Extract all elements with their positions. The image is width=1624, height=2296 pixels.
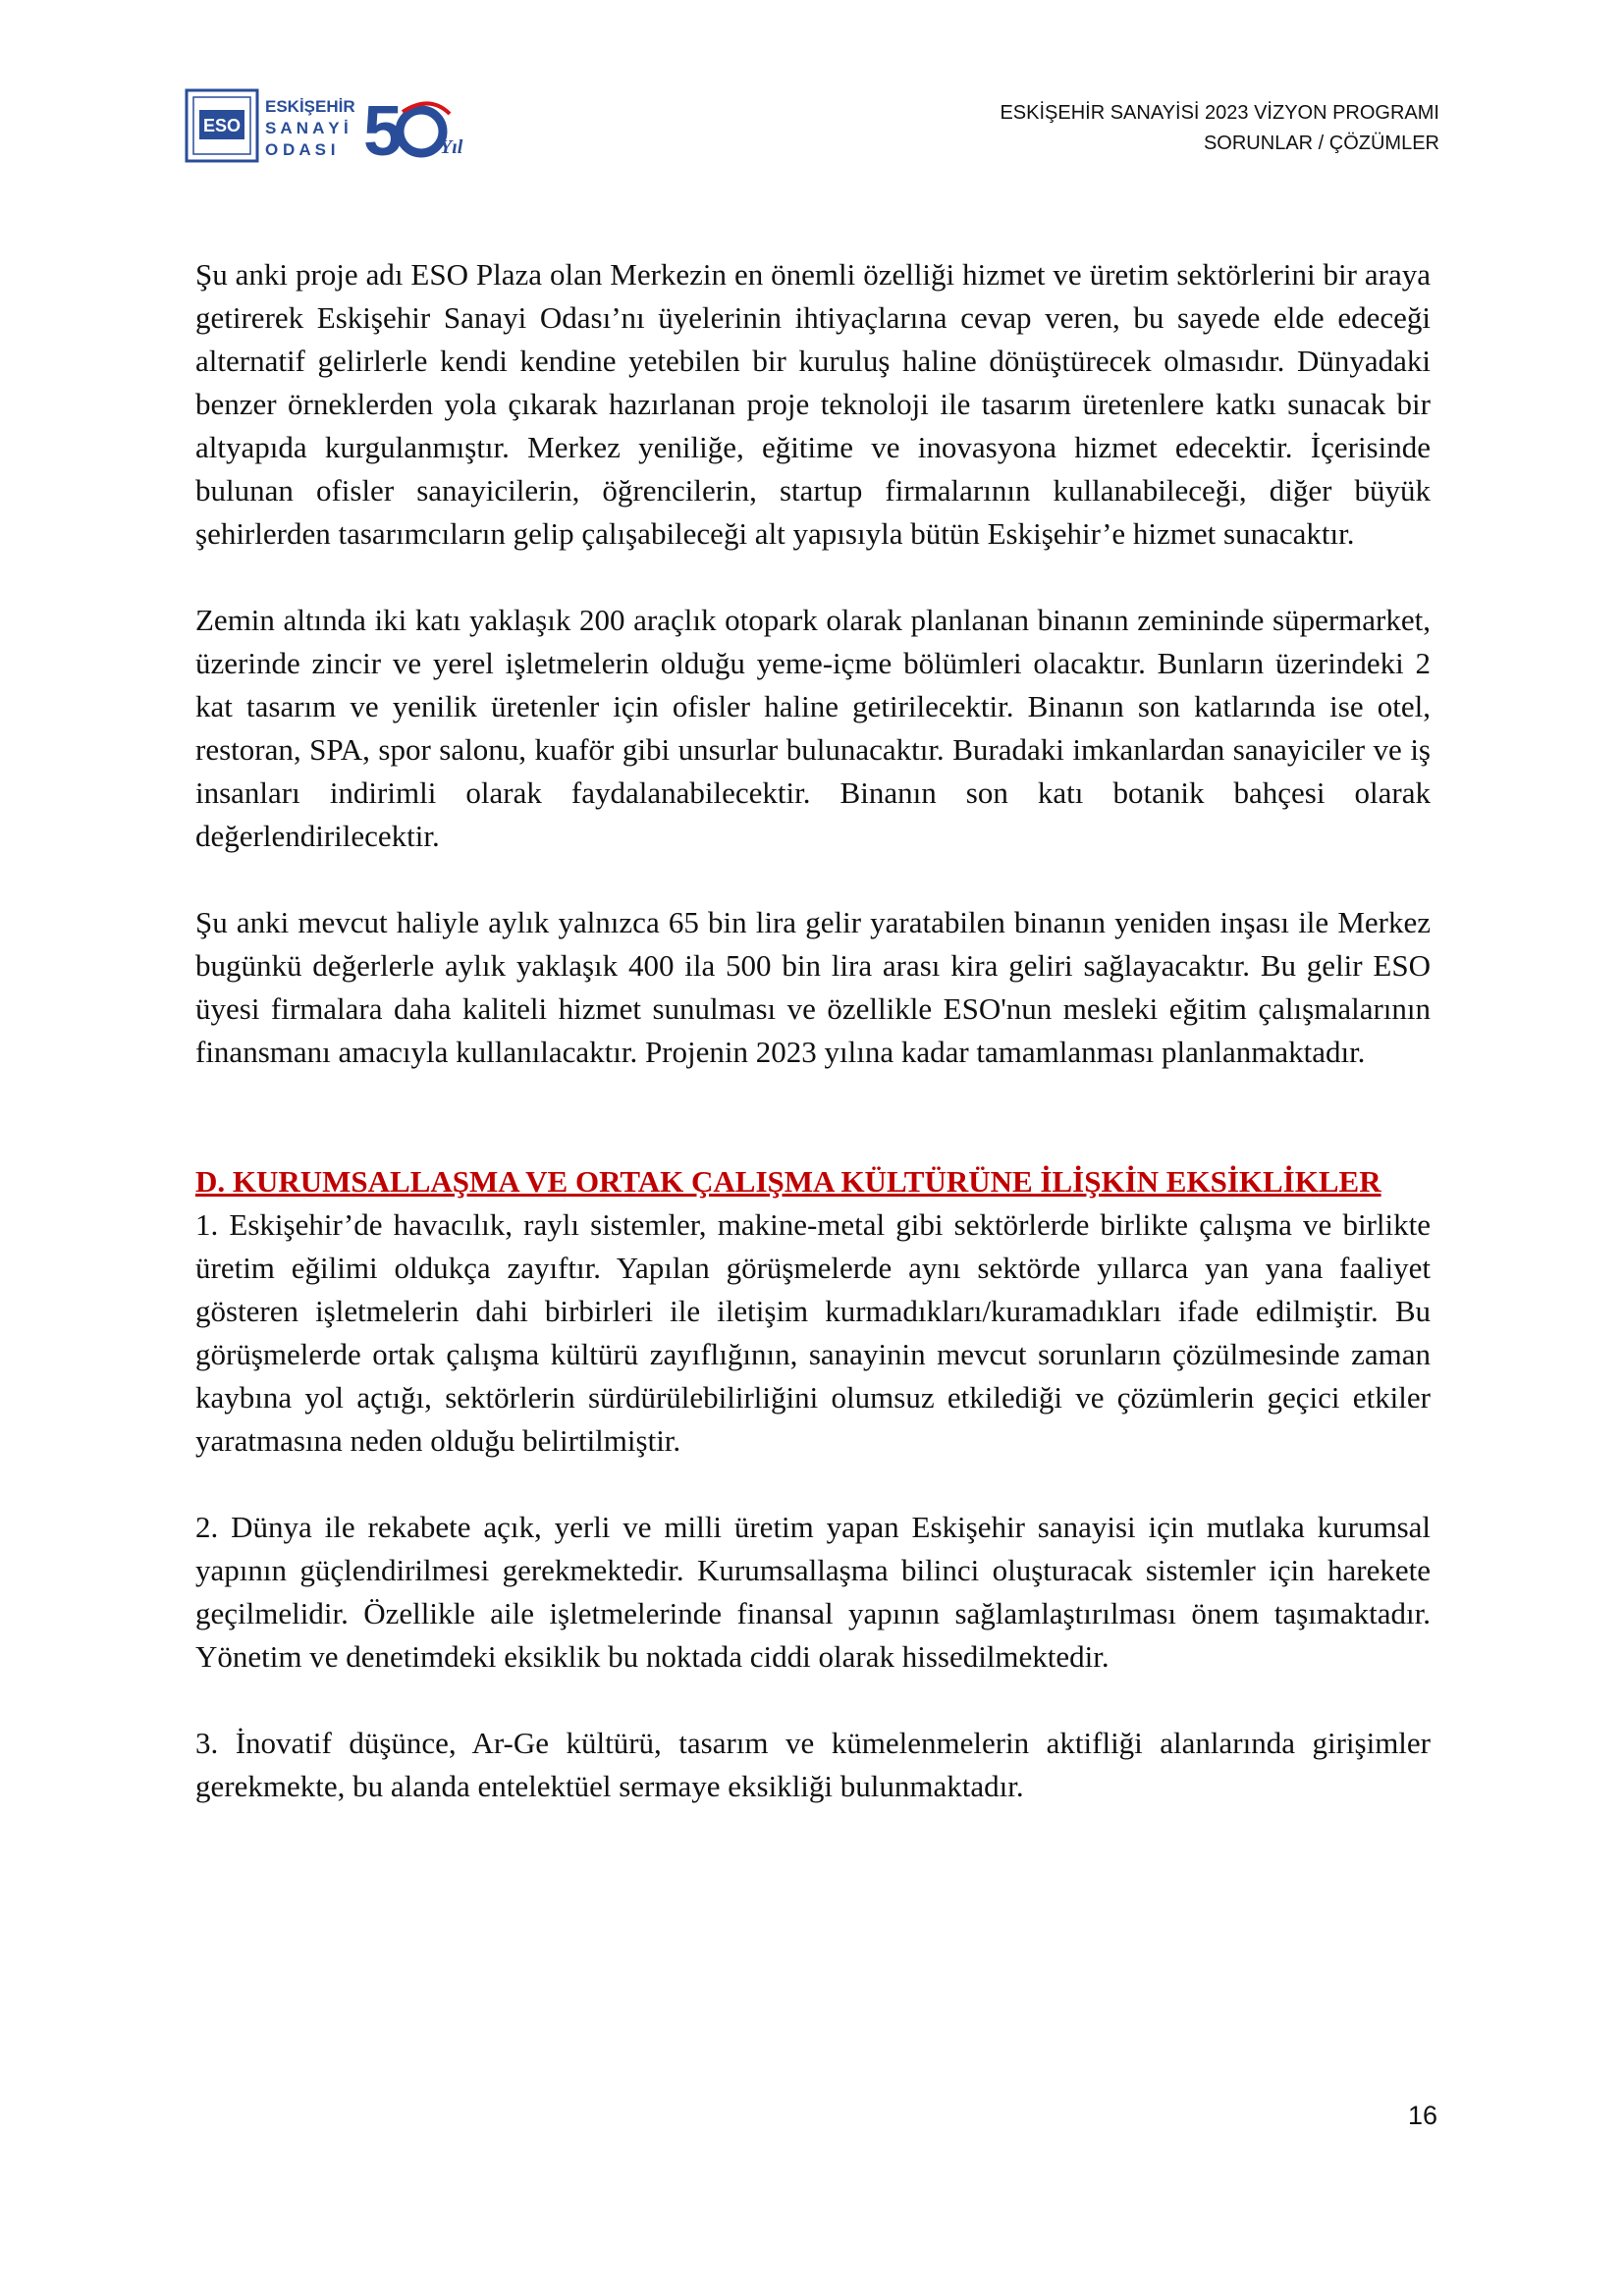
running-header-line2: SORUNLAR / ÇÖZÜMLER <box>1203 133 1439 154</box>
section-item: 1. Eskişehir’de havacılık, raylı sistemler, makine-metal gibi sektörlerde birlikte çalışma ve birlikte üretim eğilimi oldukça zayıftır. Yapılan görüşmelerde aynı sektörde yıllarca yan yana faaliyet gösteren işletmelerin dahi birbirleri ile iletişim kurmadıkları/kuramadıkları ifade edilmiştir. Bu görüşmelerde ortak çalışma kültürü zayıflığının, sanayinin mevcut sorunların çözülmesinde zaman kaybına yol açtığı, sektörlerin sürdürülebilirliğini olumsuz etkilediği ve çözümlerin geçici etkiler yaratmasına neden olduğu belirtilmiştir. <box>195 1207 1431 1458</box>
page-number: 16 <box>1407 2101 1437 2130</box>
body-paragraph: Şu anki proje adı ESO Plaza olan Merkezin en önemli özelliği hizmet ve üretim sektörlerini bir araya getirerek Eskişehir Sanayi Odası’nı üyelerinin ihtiyaçlarına cevap veren, bu sayede elde edeceği alternatif gelirlerle kendi kendine yetebilen bir kuruluş haline dönüştürecek olmasıdır. Dünyadaki benzer örneklerden yola çıkarak hazırlanan proje teknoloji ile tasarım üretenlere katkı sunacak bir altyapıda kurgulanmıştır. Merkez yeniliğe, eğitime ve inovasyona hizmet edecektir. İçerisinde bulunan ofisler sanayicilerin, öğrencilerin, startup firmalarının kullanabileceği, diğer büyük şehirlerden tasarımcıların gelip çalışabileceği alt yapısıyla bütün Eskişehir’e hizmet sunacaktır. <box>195 257 1431 551</box>
section-heading: D. KURUMSALLAŞMA VE ORTAK ÇALIŞMA KÜLTÜRÜNE İLİŞKİN EKSİKLİKLER <box>195 1164 1381 1199</box>
logo-anniversary-suffix: Yıl <box>440 136 463 158</box>
section-item: 3. İnovatif düşünce, Ar-Ge kültürü, tasarım ve kümelenmelerin aktifliği alanlarında girişimler gerekmekte, bu alanda entelektüel sermaye eksikliği bulunmaktadır. <box>195 1726 1431 1803</box>
page-body <box>195 253 1431 1808</box>
logo-line1: ESKİŞEHİR <box>265 97 355 116</box>
section-item: 2. Dünya ile rekabete açık, yerli ve milli üretim yapan Eskişehir sanayisi için mutlaka kurumsal yapının güçlendirilmesi gerekmektedir. Kurumsallaşma bilinci oluşturacak sistemler için harekete geçilmelidir. Özellikle aile işletmelerinde finansal yapının sağlamlaştırılması önem taşımaktadır. Yönetim ve denetimdeki eksiklik bu noktada ciddi olarak hissedilmektedir. <box>195 1510 1431 1674</box>
logo-line3: O D A S I <box>265 140 336 159</box>
eso-50-yil-logo <box>185 84 469 167</box>
running-header-line1: ESKİŞEHİR SANAYİSİ 2023 VİZYON PROGRAMI <box>1000 102 1439 124</box>
logo-badge-text: ESO <box>202 116 242 135</box>
logo-line2: S A N A Y İ <box>265 119 349 137</box>
body-paragraph: Şu anki mevcut haliyle aylık yalnızca 65 bin lira gelir yaratabilen binanın yeniden inşası ile Merkez bugünkü değerlerle aylık yaklaşık 400 ila 500 bin lira arası kira geliri sağlayacaktır. Bu gelir ESO üyesi firmalara daha kaliteli hizmet sunulması ve özellikle ESO'nun mesleki eğitim çalışmalarının finansmanı amacıyla kullanılacaktır. Projenin 2023 yılına kadar tamamlanması planlanmaktadır. <box>195 905 1431 1069</box>
logo-anniversary-number: 5 <box>363 92 404 167</box>
logo-zero-ring <box>400 110 443 153</box>
running-header <box>1000 98 1439 159</box>
body-paragraph: Zemin altında iki katı yaklaşık 200 araçlık otopark olarak planlanan binanın zemininde süpermarket, üzerinde zincir ve yerel işletmelerin olduğu yeme-içme bölümleri olacaktır. Bunların üzerindeki 2 kat tasarım ve yenilik üretenler için ofisler haline getirilecektir. Binanın son katlarında ise otel, restoran, SPA, spor salonu, kuaför gibi unsurlar bulunacaktır. Buradaki imkanlardan sanayiciler ve iş insanları indirimli olarak faydalanabilecektir. Binanın son katı botanik bahçesi olarak değerlendirilecektir. <box>195 603 1431 853</box>
